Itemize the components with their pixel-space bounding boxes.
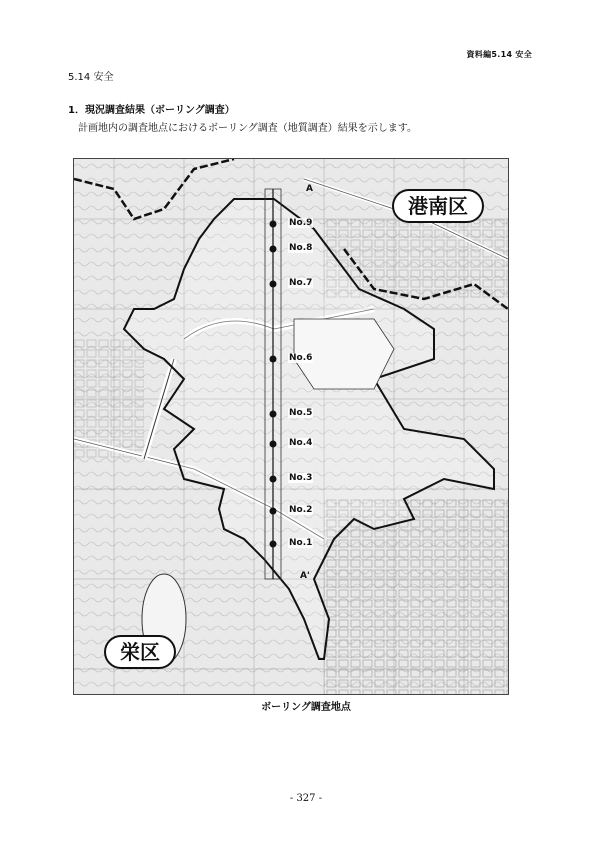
borehole-label: No.7	[289, 278, 313, 288]
borehole-label: No.9	[289, 218, 313, 228]
borehole-point	[270, 356, 277, 363]
borehole-map	[73, 158, 509, 695]
page-number: - 327 -	[289, 793, 323, 804]
borehole-point	[270, 411, 277, 418]
borehole-point	[270, 281, 277, 288]
borehole-point	[270, 246, 277, 253]
section-label-top: A	[306, 184, 313, 194]
borehole-label: No.8	[289, 243, 313, 253]
subsection-title: 1．現況調査結果（ボーリング調査）	[68, 105, 235, 116]
figure-caption: ボーリング調査地点	[261, 702, 351, 713]
borehole-label: No.1	[289, 538, 313, 548]
borehole-label: No.2	[289, 505, 313, 515]
page-header-right: 資料編5.14 安全	[466, 50, 532, 59]
borehole-label: No.4	[289, 438, 313, 448]
intro-text: 計画地内の調査地点におけるボーリング調査（地質調査）結果を示します。	[78, 123, 417, 134]
borehole-label: No.6	[289, 353, 313, 363]
borehole-point	[270, 441, 277, 448]
borehole-point	[270, 541, 277, 548]
borehole-point	[270, 221, 277, 228]
section-label-bottom: A'	[300, 571, 310, 581]
map-drawing	[74, 159, 508, 694]
borehole-label: No.5	[289, 408, 313, 418]
section-title: 5.14 安全	[68, 72, 114, 83]
borehole-label: No.3	[289, 473, 313, 483]
ward-label-sakae: 栄区	[104, 635, 176, 669]
borehole-point	[270, 476, 277, 483]
ward-label-konan: 港南区	[392, 189, 484, 223]
borehole-point	[270, 508, 277, 515]
